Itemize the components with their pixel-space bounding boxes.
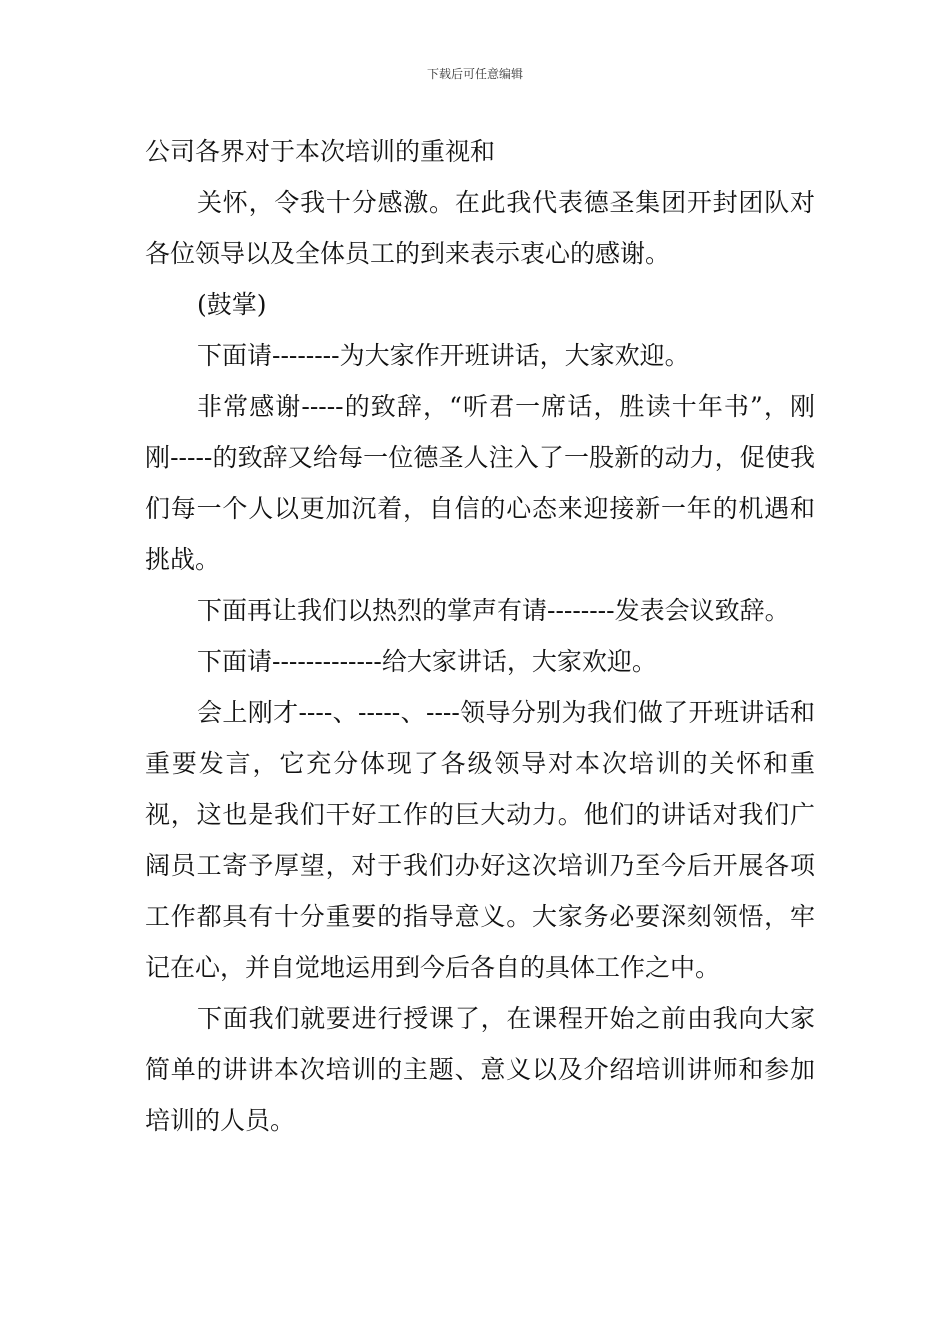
document-body bbox=[145, 126, 815, 1146]
paragraph: 公司各界对于本次培训的重视和 bbox=[145, 137, 496, 166]
paragraph: 非常感谢-----的致辞，“听君一席话，胜读十年书”，刚刚-----的致辞又给每一位德圣人注入了一股新的动力，促使我们每一个人以更加沉着，自信的心态来迎接新一年的机遇和挑战。 bbox=[145, 392, 815, 574]
paragraph: 会上刚才----、-----、----领导分别为我们做了开班讲话和重要发言，它充分体现了各级领导对本次培训的关怀和重视，这也是我们干好工作的巨大动力。他们的讲话对我们广阔员工寄予厚望，对于我们办好这次培训乃至今后开展各项工作都具有十分重要的指导意义。大家务必要深刻领悟，牢记在心，并自觉地运用到今后各自的具体工作之中。 bbox=[145, 698, 815, 982]
paragraph: (鼓掌) bbox=[197, 290, 267, 319]
paragraph: 下面请-------------给大家讲话，大家欢迎。 bbox=[197, 647, 657, 676]
paragraph: 下面我们就要进行授课了，在课程开始之前由我向大家简单的讲讲本次培训的主题、意义以及介绍培训讲师和参加培训的人员。 bbox=[145, 1004, 815, 1135]
paragraph: 下面请--------为大家作开班讲话，大家欢迎。 bbox=[197, 341, 690, 370]
header-note: 下载后可任意编辑 bbox=[426, 67, 523, 81]
paragraph: 关怀，令我十分感激。在此我代表德圣集团开封团队对各位领导以及全体员工的到来表示衷心的感谢。 bbox=[145, 188, 815, 268]
paragraph: 下面再让我们以热烈的掌声有请--------发表会议致辞。 bbox=[197, 596, 790, 625]
